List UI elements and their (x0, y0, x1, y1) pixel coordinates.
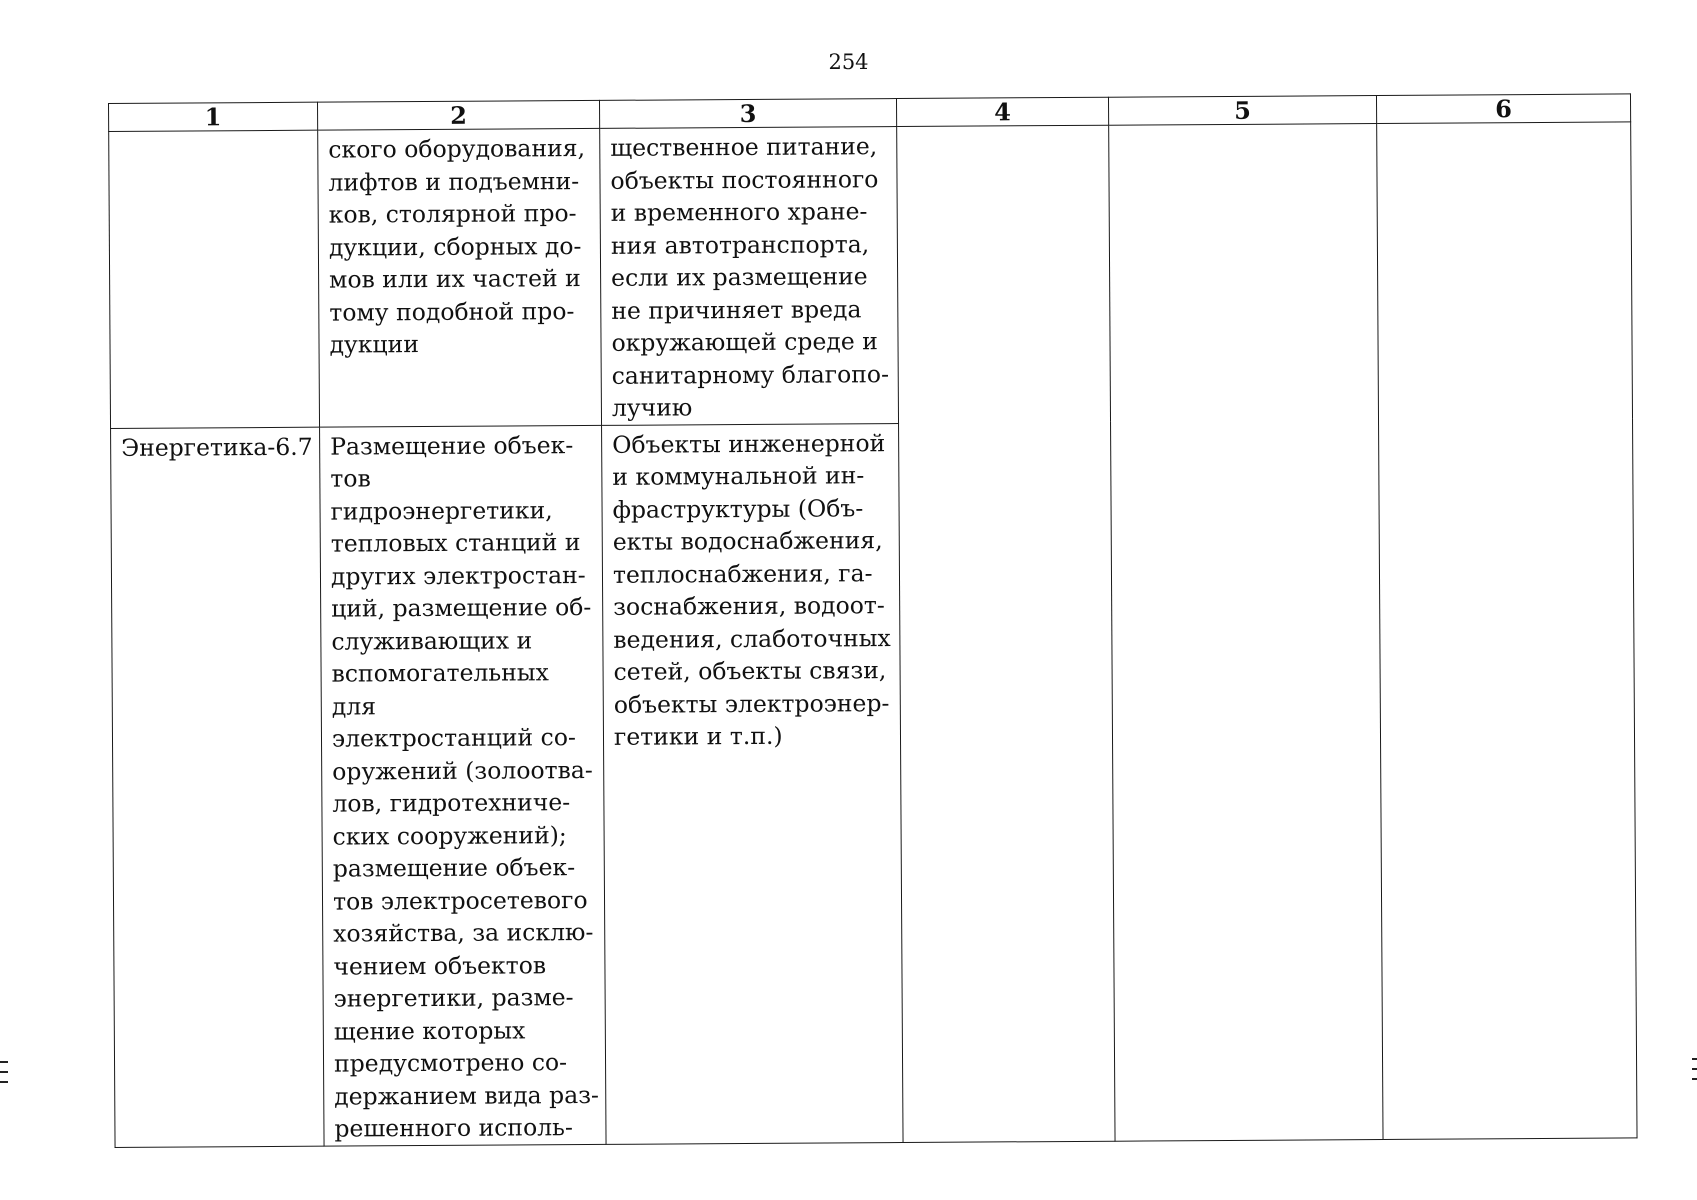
table-cell-row1-col1 (109, 130, 320, 428)
column-header-3: 3 (599, 99, 896, 129)
cell-text: Размещение объек- тов гидроэнергетики, тепловых станций и других электростан- ций, размещение об- служивающих и вспомогательных для электростанций со- оружений (золоотва- лов, гидротехниче- ских сооружений); размещение объек- тов электросетевого хозяйства, за исклю- чением объектов энергетики, разме- щение которых предусмотрено со- держанием вида раз- решенного исполь- (330, 430, 600, 1143)
scan-edge-mark (1692, 1078, 1697, 1080)
column-header-5: 5 (1108, 96, 1376, 126)
table-cell-row2-col3 (602, 423, 904, 1144)
column-header-6: 6 (1376, 94, 1630, 124)
scan-edge-mark (1692, 1068, 1697, 1070)
table-row (109, 122, 1633, 428)
table-cell-col4-merged (897, 125, 1115, 1142)
table-cell-row2-col1 (111, 427, 325, 1147)
scan-edge-mark (0, 1061, 8, 1063)
table-cell-row1-col2 (318, 128, 602, 426)
page-number: 254 (828, 50, 869, 74)
scan-edge-mark (0, 1071, 8, 1073)
table-cell-col6-merged (1377, 122, 1637, 1139)
cell-text: Объекты инженерной и коммунальной ин- фраструктуры (Объ- екты водоснабжения, теплоснабжения, га- зоснабжения, водоот- ведения, слаботочных сетей, объекты связи, объекты электроэнер- гетики и т.п.) (612, 428, 891, 751)
regulations-table (108, 93, 1638, 1147)
table-cell-row2-col2 (320, 425, 607, 1146)
cell-text: ского оборудования, лифтов и подъемни- ков, столярной про- дукции, сборных до- мов или их частей и тому подобной про- дукции (328, 134, 586, 359)
scan-edge-marks (0, 1061, 8, 1091)
cell-text: Энергетика-6.7 (121, 432, 313, 462)
column-header-4: 4 (896, 97, 1108, 126)
scan-edge-mark (0, 1081, 8, 1083)
table-cell-col5-merged (1109, 124, 1383, 1141)
scan-edge-marks-right (1692, 1058, 1697, 1088)
column-header-1: 1 (109, 102, 318, 131)
scan-edge-mark (1692, 1058, 1697, 1060)
column-header-2: 2 (317, 100, 599, 130)
cell-text: щественное питание, объекты постоянного и временного хране- ния автотранспорта, если их размещение не причиняет вреда окружающей среде и санитарному благопо- лучию (610, 132, 890, 422)
table-cell-row1-col3 (600, 127, 899, 425)
